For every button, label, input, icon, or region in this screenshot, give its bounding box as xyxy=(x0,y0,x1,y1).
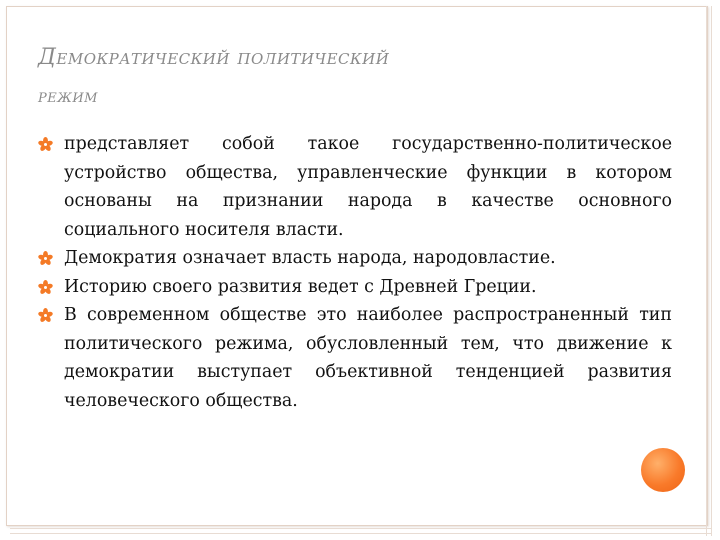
list-item xyxy=(36,244,672,273)
frame-edge-bottom xyxy=(10,528,712,534)
slide-title-line2: режим xyxy=(38,85,98,107)
slide-title xyxy=(38,40,598,114)
bullet-text: представляет собой такое государственно-политическое устройство общества, управленческие функции в котором основаны на признании народа в качестве основного социального носителя власти. xyxy=(64,134,672,240)
star-flower-icon xyxy=(38,308,53,323)
list-item xyxy=(36,273,672,302)
star-flower-icon xyxy=(38,137,53,152)
orange-circle-decoration xyxy=(641,448,685,492)
bullet-text: Историю своего развития ведет с Древней Греции. xyxy=(64,276,537,297)
star-flower-icon xyxy=(38,280,53,295)
bullet-text: Демократия означает власть народа, народовластие. xyxy=(64,248,556,268)
frame-edge-right xyxy=(706,6,712,536)
bullet-text: В современном обществе это наиболее распространенный тип политического режима, обусловленный тем, что движение к демократии выступает объективной тенденцией развития человеческого общества. xyxy=(64,305,672,411)
list-item xyxy=(36,130,672,244)
bullet-list xyxy=(36,130,672,415)
list-item xyxy=(36,301,672,415)
slide-title-line1: Демократический политический xyxy=(38,45,390,70)
star-flower-icon xyxy=(38,251,53,266)
